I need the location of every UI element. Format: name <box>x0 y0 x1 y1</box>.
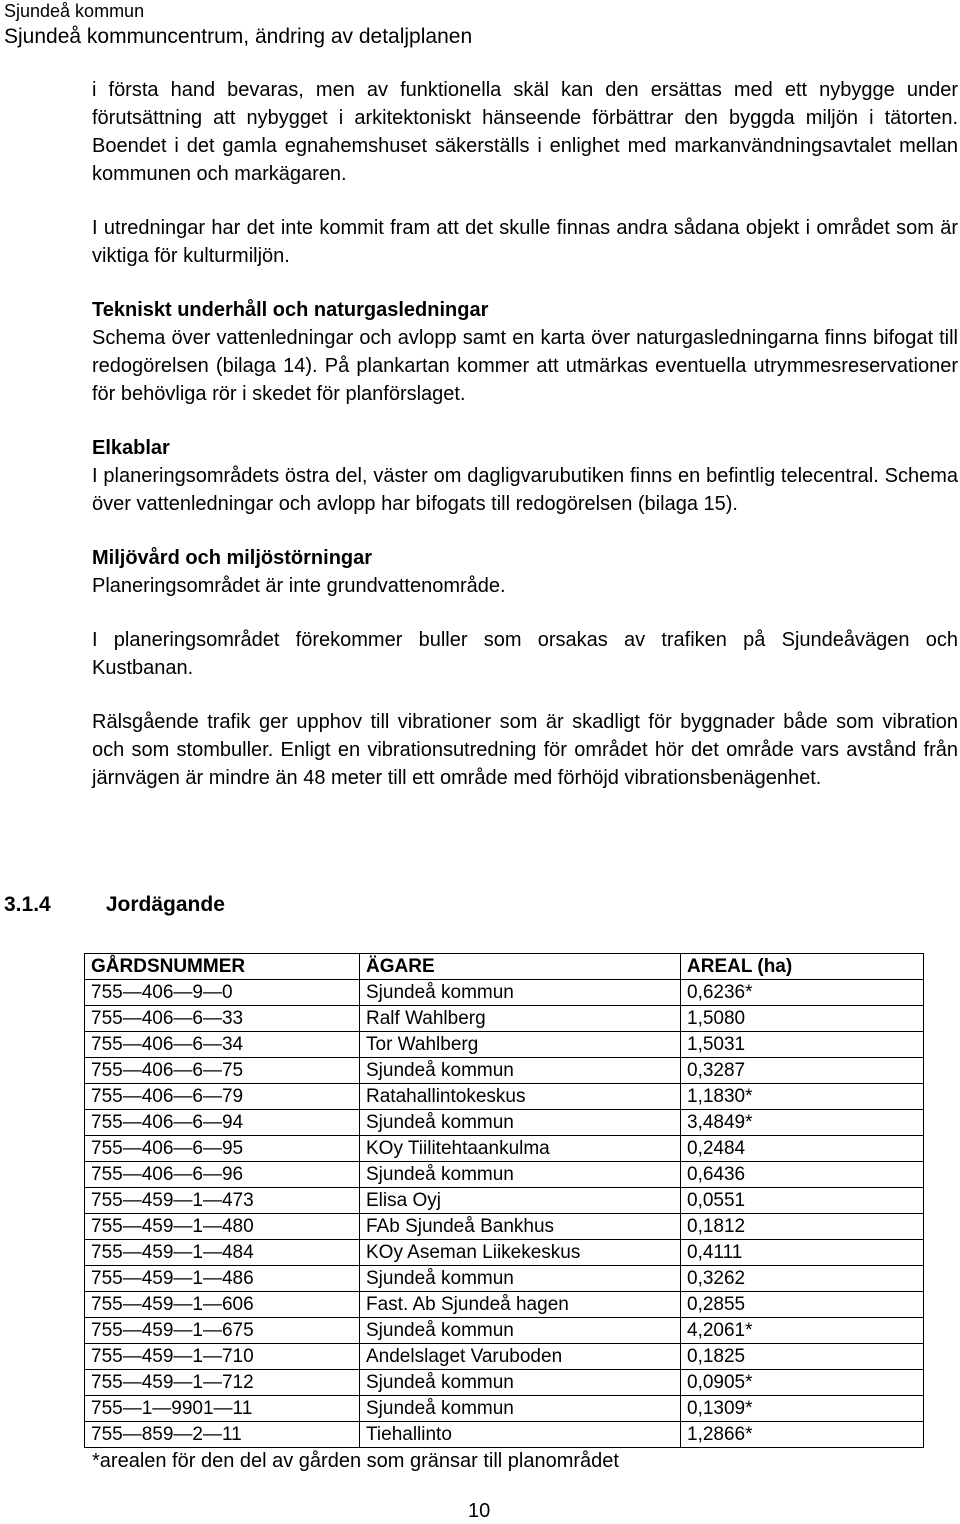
cell-owner: Sjundeå kommun <box>360 1370 681 1396</box>
paragraph-technical-maintenance: Schema över vattenledningar och avlopp samt en karta över naturgasledningarna finns bifogat till redogörelsen (bilaga 14). På plankartan kommer att utmärkas eventuella utrymmesreservationer för behövliga rör i skedet för planförslaget. <box>92 327 958 405</box>
cell-area: 0,3262 <box>681 1266 924 1292</box>
cell-owner: Sjundeå kommun <box>360 1162 681 1188</box>
cell-property-number: 755—459—1—712 <box>85 1370 360 1396</box>
paragraph-electric-cables: I planeringsområdets östra del, väster om dagligvarubutiken finns en befintlig telecentral. Schema över vattenledningar och avlopp har bifogats till redogörelsen (bilaga 15). <box>92 465 958 515</box>
cell-owner: KOy Aseman Liikekeskus <box>360 1240 681 1266</box>
cell-property-number: 755—459—1—675 <box>85 1318 360 1344</box>
table-row <box>85 1006 924 1032</box>
cell-owner: FAb Sjundeå Bankhus <box>360 1214 681 1240</box>
cell-area: 0,1825 <box>681 1344 924 1370</box>
cell-owner: Sjundeå kommun <box>360 1110 681 1136</box>
cell-owner: Andelslaget Varuboden <box>360 1344 681 1370</box>
table-footnote: *arealen för den del av gården som gränsar till planområdet <box>92 1450 619 1472</box>
cell-owner: Sjundeå kommun <box>360 1318 681 1344</box>
cell-area: 0,1309* <box>681 1396 924 1422</box>
cell-property-number: 755—406—6—34 <box>85 1032 360 1058</box>
section-number: 3.1.4 <box>4 893 51 916</box>
heading-technical-maintenance: Tekniskt underhåll och naturgasledningar <box>92 299 489 321</box>
cell-owner: Fast. Ab Sjundeå hagen <box>360 1292 681 1318</box>
ownership-table <box>84 953 924 1448</box>
cell-area: 1,5080 <box>681 1006 924 1032</box>
cell-area: 0,2855 <box>681 1292 924 1318</box>
cell-owner: Ralf Wahlberg <box>360 1006 681 1032</box>
cell-area: 3,4849* <box>681 1110 924 1136</box>
cell-property-number: 755—459—1—710 <box>85 1344 360 1370</box>
section-title: Jordägande <box>105 893 225 916</box>
cell-property-number: 755—459—1—606 <box>85 1292 360 1318</box>
cell-owner: Sjundeå kommun <box>360 1058 681 1084</box>
cell-owner: Tor Wahlberg <box>360 1032 681 1058</box>
column-header: AREAL (ha) <box>681 954 924 980</box>
cell-property-number: 755—406—6—33 <box>85 1006 360 1032</box>
table-row <box>85 1240 924 1266</box>
cell-property-number: 755—406—6—79 <box>85 1084 360 1110</box>
page-header <box>4 0 472 50</box>
cell-property-number: 755—459—1—480 <box>85 1214 360 1240</box>
cell-property-number: 755—406—6—95 <box>85 1136 360 1162</box>
cell-area: 4,2061* <box>681 1318 924 1344</box>
cell-owner: Ratahallintokeskus <box>360 1084 681 1110</box>
table-row <box>85 1370 924 1396</box>
table-row <box>85 1214 924 1240</box>
cell-area: 0,6236* <box>681 980 924 1006</box>
cell-property-number: 755—406—9—0 <box>85 980 360 1006</box>
cell-owner: KOy Tiilitehtaankulma <box>360 1136 681 1162</box>
table-row <box>85 1084 924 1110</box>
table-row <box>85 1032 924 1058</box>
cell-owner: Elisa Oyj <box>360 1188 681 1214</box>
cell-area: 1,5031 <box>681 1032 924 1058</box>
cell-area: 0,6436 <box>681 1162 924 1188</box>
cell-property-number: 755—859—2—11 <box>85 1422 360 1448</box>
paragraph-noise: I planeringsområdet förekommer buller som orsakas av trafiken på Sjundeåvägen och Kustbanan. <box>92 629 958 679</box>
cell-property-number: 755—406—6—96 <box>85 1162 360 1188</box>
table-row <box>85 1396 924 1422</box>
column-header: ÄGARE <box>360 954 681 980</box>
cell-owner: Sjundeå kommun <box>360 1396 681 1422</box>
cell-property-number: 755—459—1—486 <box>85 1266 360 1292</box>
cell-property-number: 755—406—6—75 <box>85 1058 360 1084</box>
cell-area: 0,4111 <box>681 1240 924 1266</box>
paragraph-vibration: Rälsgående trafik ger upphov till vibrationer som är skadligt för byggnader både som vibration och som stombuller. Enligt en vibrationsutredning för området hör det område vars avstånd från järnvägen är mindre än 48 meter till ett område med förhöjd vibrationsbenägenhet. <box>92 711 958 789</box>
cell-property-number: 755—459—1—484 <box>85 1240 360 1266</box>
heading-environment: Miljövård och miljöstörningar <box>92 547 373 569</box>
paragraph-cultural-objects: I utredningar har det inte kommit fram att det skulle finnas andra sådana objekt i området som är viktiga för kulturmiljön. <box>92 217 958 267</box>
cell-area: 0,1812 <box>681 1214 924 1240</box>
table-row <box>85 1188 924 1214</box>
cell-area: 0,0905* <box>681 1370 924 1396</box>
cell-area: 1,1830* <box>681 1084 924 1110</box>
cell-area: 0,3287 <box>681 1058 924 1084</box>
table-row <box>85 1292 924 1318</box>
table-row <box>85 1266 924 1292</box>
paragraph-continuation: i första hand bevaras, men av funktionella skäl kan den ersättas med ett nybygge under förutsättning att nybygget i arkitektoniskt hänseende förbättrar den byggda miljön i tätorten. Boendet i det gamla egnahemshuset säkerställs i enlighet med markanvändningsavtalet mellan kommunen och markägaren. <box>92 79 958 185</box>
table-row <box>85 1136 924 1162</box>
table-row <box>85 1162 924 1188</box>
table-row <box>85 1058 924 1084</box>
table-row <box>85 1318 924 1344</box>
page-number: 10 <box>468 1500 491 1522</box>
cell-area: 0,2484 <box>681 1136 924 1162</box>
paragraph-groundwater: Planeringsområdet är inte grundvattenområde. <box>92 575 506 597</box>
table-row <box>85 1344 924 1370</box>
table-row <box>85 1110 924 1136</box>
body-text <box>92 76 958 792</box>
cell-property-number: 755—459—1—473 <box>85 1188 360 1214</box>
cell-owner: Sjundeå kommun <box>360 1266 681 1292</box>
header-org: Sjundeå kommun <box>4 1 145 21</box>
cell-area: 1,2866* <box>681 1422 924 1448</box>
header-title: Sjundeå kommuncentrum, ändring av detaljplanen <box>4 25 473 48</box>
section-heading <box>4 893 225 917</box>
cell-owner: Sjundeå kommun <box>360 980 681 1006</box>
cell-property-number: 755—406—6—94 <box>85 1110 360 1136</box>
cell-property-number: 755—1—9901—11 <box>85 1396 360 1422</box>
cell-owner: Tiehallinto <box>360 1422 681 1448</box>
table-row <box>85 1422 924 1448</box>
table-row <box>85 980 924 1006</box>
column-header: GÅRDSNUMMER <box>85 954 360 980</box>
cell-area: 0,0551 <box>681 1188 924 1214</box>
heading-electric-cables: Elkablar <box>92 437 170 459</box>
table-header-row <box>85 954 924 980</box>
